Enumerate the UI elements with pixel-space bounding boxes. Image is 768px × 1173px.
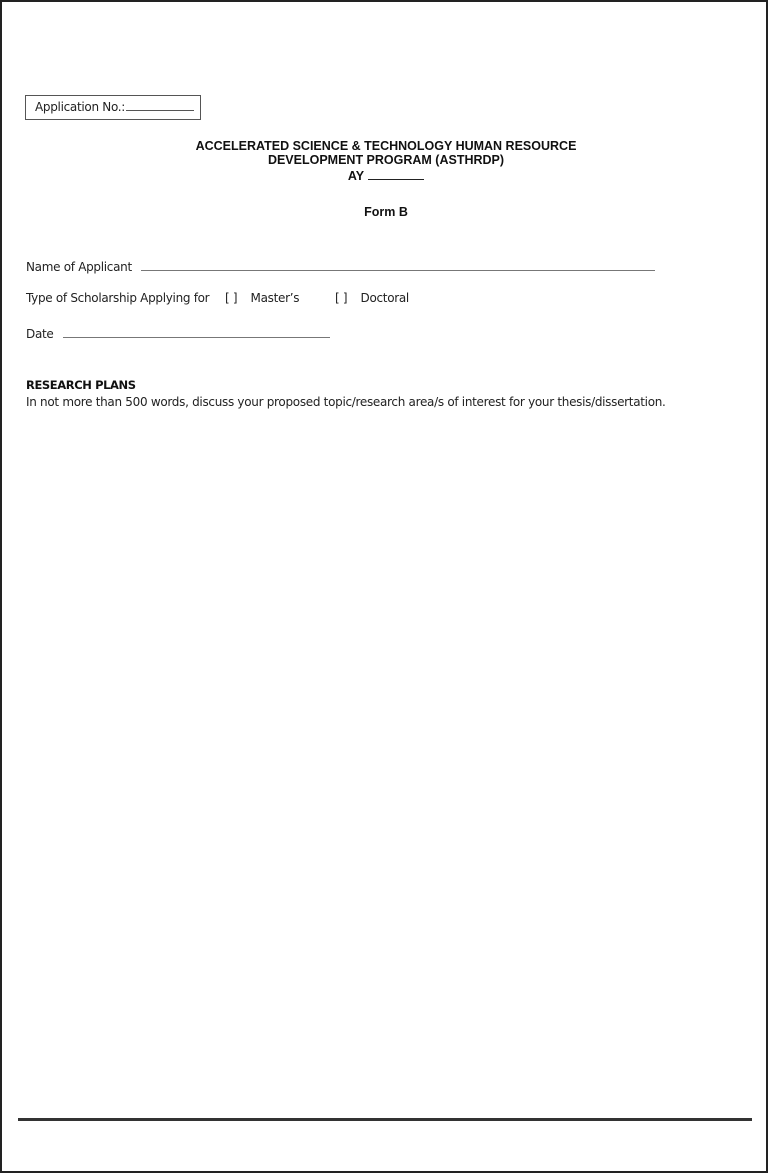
date-label: Date <box>26 327 54 341</box>
research-plans-answer-area[interactable] <box>26 417 746 1107</box>
date-row <box>26 325 330 341</box>
masters-checkbox[interactable]: [ ] <box>225 291 238 305</box>
research-plans-heading: RESEARCH PLANS <box>26 378 136 392</box>
doctoral-option[interactable] <box>335 291 409 305</box>
academic-year <box>2 167 768 183</box>
footer-divider <box>18 1118 752 1121</box>
scholarship-type-row <box>26 291 409 305</box>
doctoral-label: Doctoral <box>360 291 409 305</box>
research-plans-instructions: In not more than 500 words, discuss your proposed topic/research area/s of interest for your thesis/dissertation. <box>26 395 666 409</box>
doctoral-checkbox[interactable]: [ ] <box>335 291 348 305</box>
program-title-line2: DEVELOPMENT PROGRAM (ASTHRDP) <box>267 153 505 167</box>
application-number-label: Application No.: <box>35 100 126 114</box>
form-label: Form B <box>364 205 408 219</box>
academic-year-field[interactable] <box>368 167 424 180</box>
applicant-name-row <box>26 258 655 274</box>
applicant-name-field[interactable] <box>141 258 655 271</box>
application-number-box <box>25 95 201 120</box>
masters-label: Master’s <box>250 291 300 305</box>
date-field[interactable] <box>63 325 330 338</box>
application-number-field[interactable] <box>126 97 194 111</box>
scholarship-type-label: Type of Scholarship Applying for <box>26 291 210 305</box>
academic-year-label: AY <box>347 169 365 183</box>
applicant-name-label: Name of Applicant <box>26 260 132 274</box>
masters-option[interactable] <box>225 291 299 305</box>
program-title-line1: ACCELERATED SCIENCE & TECHNOLOGY HUMAN RESOURCE <box>195 139 577 153</box>
